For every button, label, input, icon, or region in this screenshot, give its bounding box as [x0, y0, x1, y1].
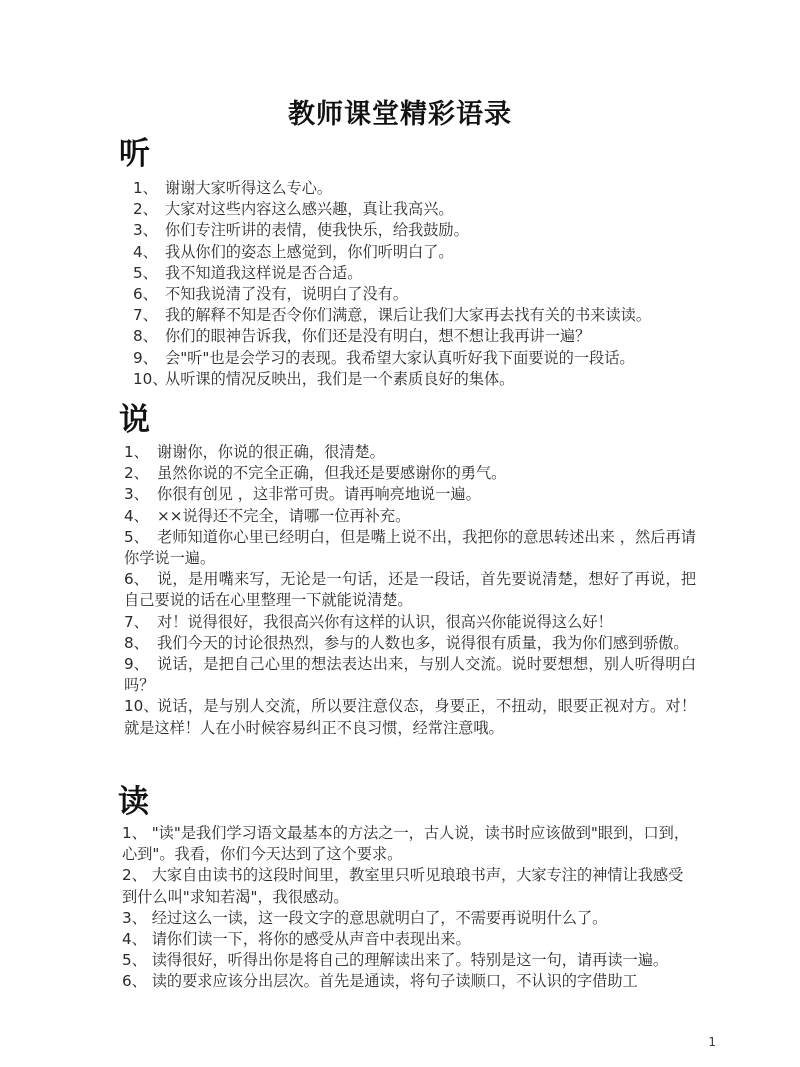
list-item	[0, 950, 800, 971]
list-item	[0, 220, 800, 241]
list-item-number: 5、	[122, 951, 147, 970]
list-item-number: 2、	[122, 866, 147, 885]
list-item	[0, 527, 800, 569]
list-item	[0, 463, 800, 484]
list-item-text: 对！说得很好，我很高兴你有这样的认识，很高兴你能说得这么好！	[157, 612, 613, 631]
list-item-text: 我们今天的讨论很热烈，参与的人数也多，说得很有质量，我为你们感到骄傲。	[157, 633, 689, 652]
list-item-text: 虽然你说的不完全正确，但我还是要感谢你的勇气。	[157, 464, 507, 483]
list-item-number: 1、	[133, 179, 158, 197]
list-item-number: 3、	[124, 485, 149, 504]
list-item-number: 8、	[124, 633, 149, 652]
list-item-text: 谢谢大家听得这么专心。	[165, 179, 333, 197]
list-item	[0, 442, 800, 463]
list-item	[0, 484, 800, 505]
list-item-text: 我从你们的姿态上感觉到，你们听明白了。	[165, 242, 454, 261]
list-item-text: ××说得还不完全，请哪一位再补充。	[157, 506, 411, 525]
section-read	[0, 784, 800, 993]
list-item-text: 经过这么一读，这一段文字的意思就明白了，不需要再说明什么了。	[151, 908, 608, 927]
list-item-number: 2、	[133, 200, 158, 219]
list-item-text: 你们专注听讲的表情，使我快乐，给我鼓励。	[165, 221, 469, 240]
section-listen	[0, 136, 800, 390]
list-item-number: 6、	[122, 972, 147, 991]
list-item-number: 9、	[124, 655, 149, 674]
list-item	[0, 908, 800, 929]
list-item-text: 大家自由读书的这段时间里，教室里只听见琅琅书声，大家专注的神情让我感受到什么叫"求知若渴"，我很感动。	[122, 866, 684, 906]
page-title: 教师课堂精彩语录	[288, 99, 512, 130]
list-item-number: 4、	[124, 506, 149, 525]
list-item	[0, 369, 800, 390]
list-item	[0, 696, 800, 738]
list-item-number: 1、	[122, 824, 147, 842]
section-heading-read: 读	[118, 784, 149, 820]
list-item-number: 7、	[124, 612, 149, 631]
list-item-text: 读的要求应该分出层次。首先是通读，将句子读顺口，不认识的字借助工	[151, 972, 638, 991]
list-item-text: 谢谢你，你说的很正确，很清楚。	[157, 443, 385, 461]
list-item-number: 1、	[124, 443, 149, 461]
list-item	[0, 263, 800, 284]
list-item-text: 说话，是把自己心里的想法表达出来，与别人交流。说时要想想，别人听得明白吗？	[124, 655, 696, 695]
list-item-number: 5、	[133, 263, 158, 282]
list-item-text: 我不知道我这样说是否合适。	[165, 263, 363, 282]
list-item-number: 8、	[133, 327, 158, 346]
list-item-text: 会"听"也是会学习的表现。我希望大家认真听好我下面要说的一段话。	[165, 348, 635, 367]
list-item	[0, 305, 800, 326]
list-item	[0, 199, 800, 220]
list-item-number: 10、	[133, 369, 168, 388]
page-number: 1	[708, 1035, 716, 1049]
list-item-text: "读"是我们学习语文最基本的方法之一，古人说，读书时应该做到"眼到，口到，心到"。我看，你们今天达到了这个要求。	[122, 824, 690, 864]
list-item	[0, 633, 800, 654]
list-item-text: 从听课的情况反映出，我们是一个素质良好的集体。	[165, 369, 515, 388]
list-item-number: 6、	[133, 285, 158, 304]
list-item	[0, 971, 800, 992]
list-item-text: 请你们读一下，将你的感受从声音中表现出来。	[151, 930, 471, 949]
list-item	[0, 612, 800, 633]
list-item	[0, 242, 800, 263]
list-item-text: 你们的眼神告诉我，你们还是没有明白，想不想让我再讲一遍？	[165, 327, 591, 346]
list-item-number: 10、	[124, 697, 159, 716]
list-item	[0, 506, 800, 527]
list-item	[0, 569, 800, 611]
list-item-text: 我的解释不知是否令你们满意，课后让我们大家再去找有关的书来读读。	[165, 306, 651, 325]
list-item-number: 3、	[122, 908, 147, 927]
list-item	[0, 865, 800, 907]
list-item	[0, 823, 800, 865]
list-item-number: 6、	[124, 570, 149, 589]
list-item-text: 大家对这些内容这么感兴趣，真让我高兴。	[165, 200, 454, 219]
list-item	[0, 178, 800, 199]
list-item-text: 说话，是与别人交流，所以要注意仪态，身要正，不扭动，眼要正视对方。对！就是这样！人在小时候容易纠正不良习惯，经常注意哦。	[124, 697, 696, 737]
list-item-number: 5、	[124, 527, 149, 546]
list-item	[0, 654, 800, 696]
list-item-number: 3、	[133, 221, 158, 240]
list-listen	[0, 178, 800, 390]
section-heading-speak: 说	[119, 402, 150, 438]
list-item-number: 2、	[124, 464, 149, 483]
list-item	[0, 284, 800, 305]
list-item-number: 9、	[133, 348, 158, 367]
list-item-text: 读得很好，听得出你是将自己的理解读出来了。特别是这一句，请再读一遍。	[151, 951, 669, 970]
list-item-text: 说，是用嘴来写，无论是一句话，还是一段话，首先要说清楚，想好了再说，把自己要说的话在心里整理一下就能说清楚。	[124, 570, 696, 610]
list-item-number: 7、	[133, 306, 158, 325]
list-item-text: 老师知道你心里已经明白，但是嘴上说不出，我把你的意思转述出来 ，然后再请你学说一遍。	[124, 527, 696, 568]
list-item-number: 4、	[122, 930, 147, 949]
list-item-text: 不知我说清了没有，说明白了没有。	[165, 285, 408, 304]
section-speak	[0, 402, 800, 739]
list-item	[0, 348, 800, 369]
list-speak	[0, 442, 800, 739]
list-item	[0, 929, 800, 950]
list-read	[0, 823, 800, 993]
list-item	[0, 326, 800, 347]
section-heading-listen: 听	[119, 136, 150, 172]
list-item-text: 你很有创见 ，这非常可贵。请再响亮地说一遍。	[157, 485, 481, 504]
list-item-number: 4、	[133, 242, 158, 261]
